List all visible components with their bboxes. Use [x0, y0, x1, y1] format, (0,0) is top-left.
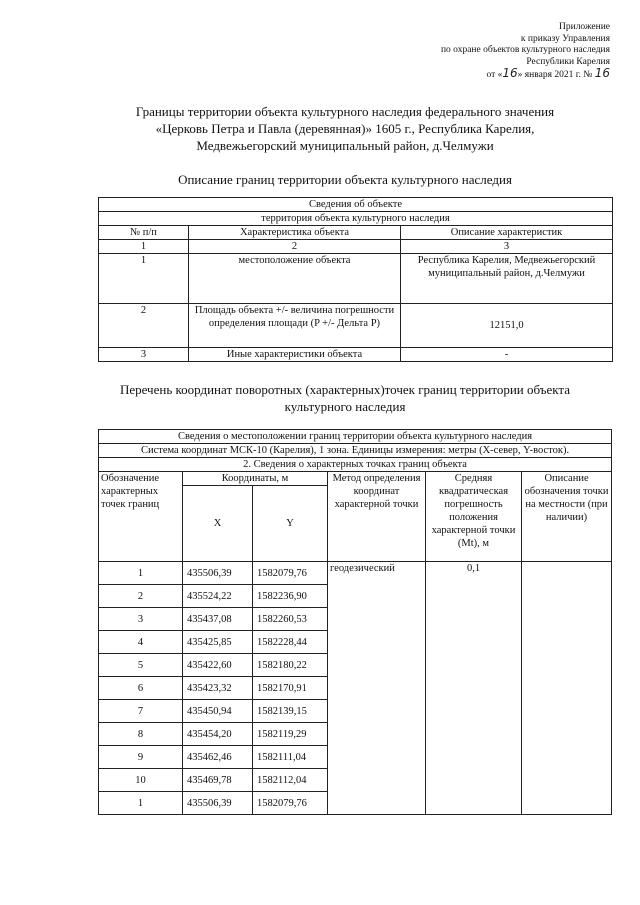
table1-header: Сведения об объекте	[99, 198, 613, 212]
object-info-table	[98, 197, 613, 362]
point-y: 1582170,91	[253, 677, 328, 700]
table1-row-characteristic: Площадь объекта +/- величина погрешности определения площади (P +/- Дельта P)	[189, 304, 401, 348]
table1-colnum: 3	[401, 240, 613, 254]
date-day: 16	[502, 66, 518, 80]
date-prefix: от «	[486, 70, 503, 80]
point-y: 1582111,04	[253, 746, 328, 769]
point-y: 1582260,53	[253, 608, 328, 631]
appendix-date-line	[350, 68, 610, 82]
point-y: 1582119,29	[253, 723, 328, 746]
point-y: 1582180,22	[253, 654, 328, 677]
method-cell: геодезический	[328, 562, 426, 815]
accuracy-cell: 0,1	[426, 562, 522, 815]
point-id: 1	[99, 562, 183, 585]
point-x: 435506,39	[183, 792, 253, 815]
table2-col-y: Y	[253, 486, 328, 562]
point-y: 1582139,15	[253, 700, 328, 723]
table1-row-characteristic: местоположение объекта	[189, 254, 401, 304]
point-x: 435462,46	[183, 746, 253, 769]
point-y: 1582228,44	[253, 631, 328, 654]
section1-heading: Описание границ территории объекта культурного наследия	[178, 172, 512, 187]
appendix-line: к приказу Управления	[520, 33, 610, 44]
table1-row-characteristic: Иные характеристики объекта	[189, 348, 401, 362]
point-id: 5	[99, 654, 183, 677]
point-x: 435422,60	[183, 654, 253, 677]
table2-col-method: Метод определения координат характерной точки	[328, 472, 426, 562]
point-x: 435423,32	[183, 677, 253, 700]
document-title	[100, 103, 590, 154]
desc-cell	[522, 562, 612, 815]
order-number: 16	[594, 66, 610, 80]
title-line: Медвежьегорский муниципальный район, д.Челмужи	[196, 138, 494, 153]
coordinates-table	[98, 429, 612, 815]
table2-section-title: 2. Сведения о характерных точках границ объекта	[99, 458, 612, 472]
point-id: 9	[99, 746, 183, 769]
point-x: 435454,20	[183, 723, 253, 746]
table2-header: Сведения о местоположении границ территории объекта культурного наследия	[99, 430, 612, 444]
table1-row-no: 3	[99, 348, 189, 362]
section2-heading-line: Перечень координат поворотных (характерных)точек границ территории объекта	[119, 382, 571, 397]
point-id: 6	[99, 677, 183, 700]
appendix-line: по охране объектов культурного наследия	[440, 45, 610, 55]
section2-heading	[100, 381, 590, 415]
table2-col-desc: Описание обозначения точки на местности (при наличии)	[522, 472, 612, 562]
point-x: 435469,78	[183, 769, 253, 792]
point-id: 2	[99, 585, 183, 608]
point-id: 3	[99, 608, 183, 631]
section2-heading-line: культурного наследия	[284, 399, 406, 414]
table1-col-characteristic: Характеристика объекта	[189, 226, 401, 240]
table2-coord-system: Система координат МСК-10 (Карелия), 1 зона. Единицы измерения: метры (X-север, Y-восток).	[99, 444, 612, 458]
point-y: 1582079,76	[253, 792, 328, 815]
table1-row-description: -	[401, 348, 613, 362]
date-middle: » января 2021 г. №	[517, 70, 593, 80]
title-line: Границы территории объекта культурного наследия федерального значения	[135, 104, 555, 119]
table1-row-no: 2	[99, 304, 189, 348]
point-id: 1	[99, 792, 183, 815]
appendix-line: Приложение	[559, 22, 610, 32]
table1-subheader: территория объекта культурного наследия	[99, 212, 613, 226]
point-id: 7	[99, 700, 183, 723]
point-x: 435437,08	[183, 608, 253, 631]
table2-col-x: X	[183, 486, 253, 562]
table1-row-no: 1	[99, 254, 189, 304]
point-x: 435450,94	[183, 700, 253, 723]
point-x: 435425,85	[183, 631, 253, 654]
point-y: 1582079,76	[253, 562, 328, 585]
point-x: 435506,39	[183, 562, 253, 585]
table1-row-description: 12151,0	[401, 304, 613, 348]
table1-row-description: Республика Карелия, Медвежьегорский муниципальный район, д.Челмужи	[401, 254, 613, 304]
table2-col-point: Обозначение характерных точек границ	[99, 472, 183, 562]
appendix-line: Республики Карелия	[526, 56, 610, 67]
point-id: 8	[99, 723, 183, 746]
table1-col-description: Описание характеристик	[401, 226, 613, 240]
appendix-note	[350, 22, 610, 82]
point-id: 10	[99, 769, 183, 792]
table2-col-coords: Координаты, м	[183, 472, 328, 486]
title-line: «Церковь Петра и Павла (деревянная)» 1605 г., Республика Карелия,	[155, 121, 535, 136]
table1-colnum: 1	[99, 240, 189, 254]
table1-col-no: № п/п	[99, 226, 189, 240]
point-id: 4	[99, 631, 183, 654]
point-y: 1582236,90	[253, 585, 328, 608]
point-x: 435524,22	[183, 585, 253, 608]
table1-colnum: 2	[189, 240, 401, 254]
table2-col-accuracy: Средняя квадратическая погрешность положения характерной точки (Mt), м	[426, 472, 522, 562]
point-y: 1582112,04	[253, 769, 328, 792]
